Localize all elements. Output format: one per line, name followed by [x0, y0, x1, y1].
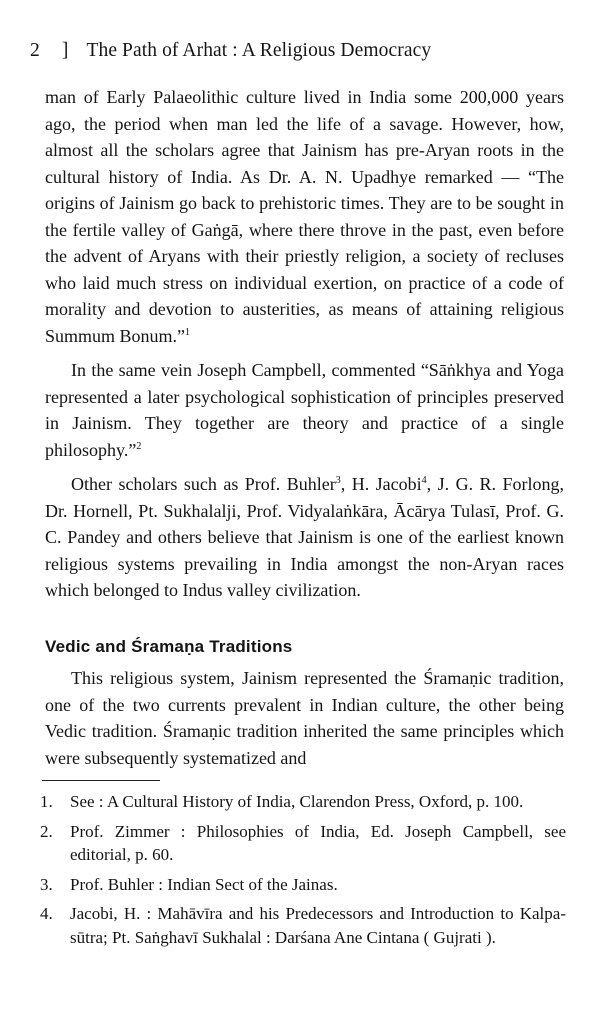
- paragraph-3-text-b: , H. Jacobi: [340, 474, 422, 494]
- footnote-text: Jacobi, H. : Mahāvīra and his Predecessors and Introduction to Kalpa-sūtra; Pt. Saṅghavī Sukhalal : Darśana Ane Cintana ( Gujrati ).: [70, 904, 566, 947]
- footnote-item: [40, 790, 566, 814]
- footnote-number: 1.: [40, 792, 53, 811]
- paragraph-3-text-c: , J. G. R. Forlong, Dr. Hornell, Pt. Sukhalalji, Prof. Vidyalaṅkāra, Ācārya Tulasī, Prof. G. C. Pandey and others believe that Jainism is one of the earliest known religious systems prevailing in India amongst the non-Aryan races which belonged to Indus valley civilization.: [45, 474, 565, 600]
- main-text: [45, 84, 564, 612]
- paragraph-2-text: In the same vein Joseph Campbell, commented “Sāṅkhya and Yoga represented a later psychological sophistication of principles preserved in Jainism. They together are theory and practice of a single philosophy.”: [45, 360, 564, 460]
- footnote-item: [40, 873, 566, 897]
- footnote-divider: [42, 780, 160, 781]
- footnote-ref-1: 1: [185, 326, 191, 338]
- header-bracket: ]: [61, 40, 69, 61]
- footnote-ref-2: 2: [136, 440, 142, 452]
- footnote-text: Prof. Zimmer : Philosophies of India, Ed. Joseph Campbell, see editorial, p. 60.: [70, 821, 566, 864]
- footnote-item: [40, 820, 566, 867]
- paragraph-1-text: man of Early Palaeolithic culture lived in India some 200,000 years ago, the period when man led the life of a savage. However, how, almost all the scholars agree that Jainism has pre-Aryan roots in the cultural history of India. As Dr. A. N. Upadhye remarked — “The origins of Jainism go back to prehistoric times. They are to be sought in the fertile valley of Gaṅgā, where there throve in the past, even before the advent of Aryans with their priestly religion, a society of recluses who laid much stress on individual exertion, on practice of a code of morality and devotion to austerities, as means of attaining religious Summum Bonum.”: [45, 87, 564, 346]
- section-paragraph: This religious system, Jainism represented the Śramaṇic tradition, one of the two currents prevalent in Indian culture, the other being Vedic tradition. Śramaṇic tradition inherited the same principles which were subsequently systematized and: [45, 668, 564, 768]
- footnote-ref-4: 4: [421, 475, 427, 486]
- running-header: [30, 40, 431, 62]
- footnote-number: 4.: [40, 904, 53, 923]
- footnote-ref-3: 3: [335, 475, 341, 486]
- footnote-text: See : A Cultural History of India, Clarendon Press, Oxford, p. 100.: [70, 792, 524, 811]
- footnote-text: Prof. Buhler : Indian Sect of the Jainas.: [70, 874, 338, 894]
- footnotes-list: [40, 790, 566, 955]
- paragraph-3: [45, 471, 564, 604]
- section-text: [45, 665, 564, 771]
- footnote-item: [40, 902, 566, 949]
- running-title: The Path of Arhat : A Religious Democracy: [86, 40, 432, 61]
- page-number: 2: [30, 40, 40, 61]
- footnote-number: 2.: [40, 821, 53, 841]
- section-heading: Vedic and Śramaṇa Traditions: [45, 637, 293, 656]
- footnote-number: 3.: [40, 874, 53, 894]
- paragraph-1: [45, 84, 564, 349]
- paragraph-3-text-a: Other scholars such as Prof. Buhler: [71, 474, 336, 494]
- paragraph-2: [45, 357, 564, 463]
